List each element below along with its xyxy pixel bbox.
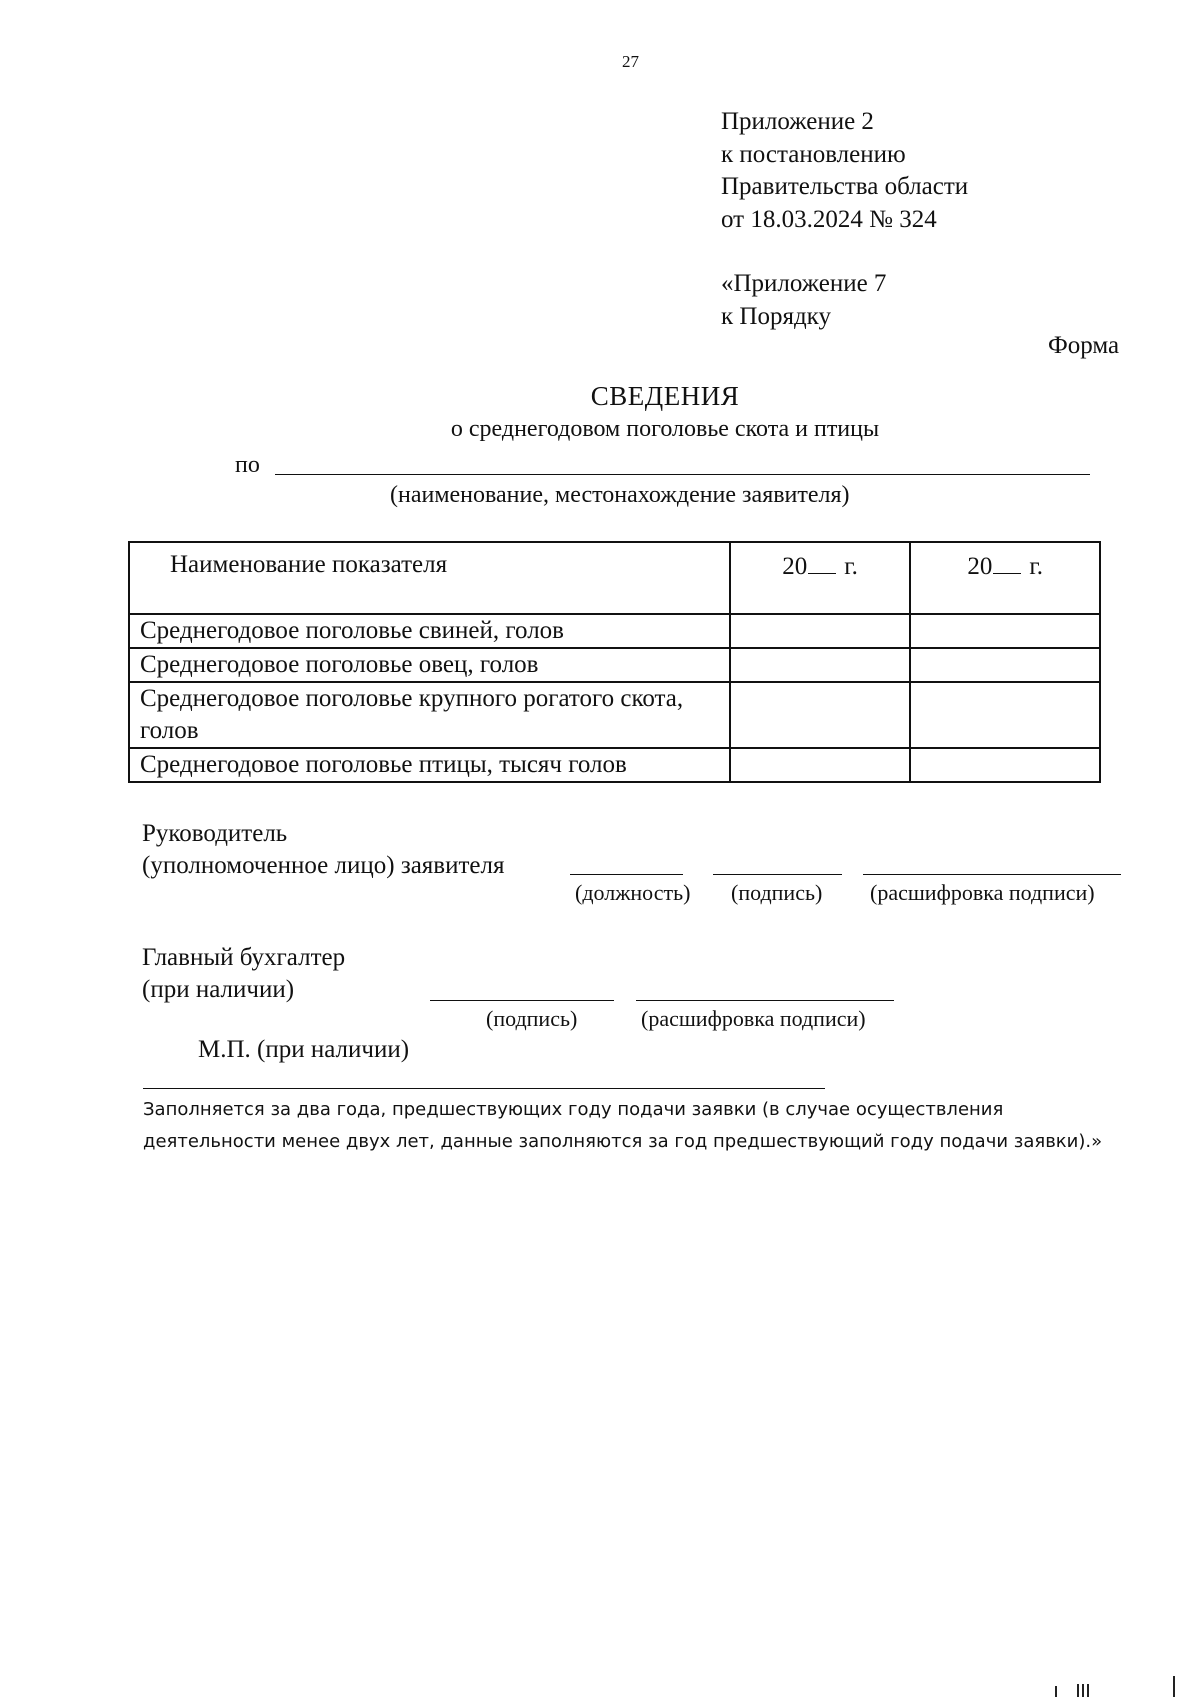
appendix-header-line: Приложение 2	[721, 108, 874, 135]
applicant-caption: (наименование, местонахождение заявителя)	[390, 482, 850, 508]
head-position-caption: (должность)	[575, 880, 691, 905]
row-label: Среднегодовое поголовье крупного рогатого скота, голов	[129, 682, 730, 748]
page-number: 27	[622, 52, 639, 71]
value-cell[interactable]	[910, 682, 1100, 748]
document-title: СВЕДЕНИЯ	[590, 381, 740, 411]
applicant-prefix: по	[235, 452, 260, 478]
appendix-header-line: Правительства области	[721, 173, 969, 200]
document-subtitle: о среднегодовом поголовье скота и птицы	[450, 416, 880, 442]
table-row	[129, 648, 1100, 682]
appendix-header	[721, 106, 968, 236]
accountant-subtitle: (при наличии)	[142, 976, 295, 1003]
head-title: Руководитель	[142, 820, 288, 847]
appendix-header-line: от 18.03.2024 № 324	[721, 205, 937, 233]
table-row	[129, 682, 1100, 748]
scan-mark	[1173, 1676, 1175, 1697]
row-label: Среднегодовое поголовье овец, голов	[129, 648, 730, 682]
head-name-field[interactable]	[863, 874, 1121, 875]
year-prefix: 20	[967, 553, 993, 580]
accountant-name-field[interactable]	[636, 1000, 894, 1001]
scan-mark	[1082, 1684, 1084, 1697]
header-year-2	[910, 542, 1100, 614]
scan-mark	[1077, 1684, 1079, 1697]
table-header-row	[129, 542, 1100, 614]
indicators-table	[128, 541, 1101, 783]
applicant-name-field[interactable]	[275, 474, 1090, 475]
value-cell[interactable]	[910, 748, 1100, 782]
value-cell[interactable]	[730, 682, 911, 748]
header-year-1	[730, 542, 911, 614]
year-suffix: г.	[844, 553, 858, 580]
year-suffix: г.	[1029, 553, 1044, 580]
appendix-inner-line: «Приложение 7	[721, 270, 887, 297]
header-indicator: Наименование показателя	[129, 542, 730, 614]
footnote-divider	[143, 1088, 825, 1089]
row-label: Среднегодовое поголовье птицы, тысяч голов	[129, 748, 730, 782]
accountant-signature-field[interactable]	[430, 1000, 614, 1001]
head-signature-caption: (подпись)	[731, 880, 823, 905]
head-name-caption: (расшифровка подписи)	[870, 880, 1095, 905]
head-subtitle: (уполномоченное лицо) заявителя	[142, 852, 505, 879]
form-label: Форма	[1048, 332, 1120, 359]
accountant-name-caption: (расшифровка подписи)	[641, 1006, 866, 1031]
row-label: Среднегодовое поголовье свиней, голов	[129, 614, 730, 648]
head-signature-label	[142, 818, 504, 882]
value-cell[interactable]	[730, 648, 911, 682]
appendix-inner-line: к Порядку	[721, 302, 831, 330]
year-prefix: 20	[782, 553, 808, 580]
table-row	[129, 748, 1100, 782]
value-cell[interactable]	[910, 614, 1100, 648]
footnote: Заполняется за два года, предшествующих году подачи заявки (в случае осуществления деятельности менее двух лет, данные заполняются за год предшествующий году подачи заявки).»	[143, 1099, 1103, 1152]
year-blank	[808, 549, 836, 574]
scan-mark	[1055, 1686, 1057, 1697]
value-cell[interactable]	[730, 614, 911, 648]
appendix-inner	[721, 268, 886, 333]
year-blank	[993, 549, 1021, 574]
head-position-field[interactable]	[570, 874, 683, 875]
accountant-title: Главный бухгалтер	[142, 944, 346, 971]
accountant-signature-label	[142, 942, 345, 1006]
value-cell[interactable]	[730, 748, 911, 782]
appendix-header-line: к постановлению	[721, 140, 906, 168]
scan-mark	[1087, 1684, 1089, 1697]
table-row	[129, 614, 1100, 648]
accountant-signature-caption: (подпись)	[486, 1006, 578, 1031]
head-signature-field[interactable]	[713, 874, 842, 875]
stamp-note: М.П. (при наличии)	[198, 1036, 410, 1063]
value-cell[interactable]	[910, 648, 1100, 682]
